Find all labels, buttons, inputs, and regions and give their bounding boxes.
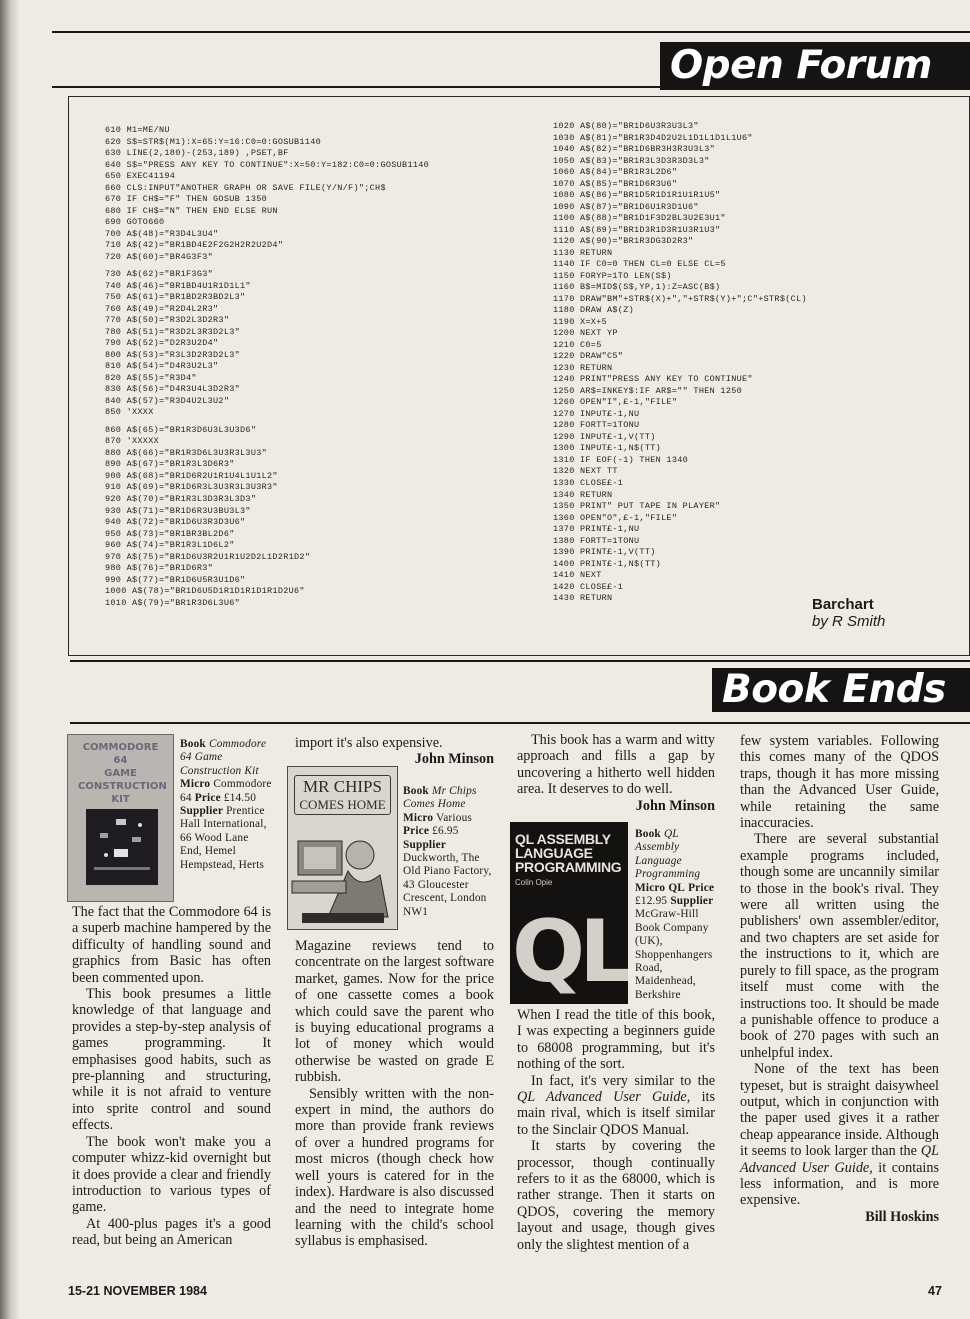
review2-paragraph: Sensibly written with the non-expert in mind, the authors do more than provide frank reviews of over a hundred programs for most micros (though check how well yours is catered for in the index). Hardware is also discussed and the need to integrate home learning with the child's school syllabus is emphasised. xyxy=(295,1085,494,1250)
code-line: 720 A$(60)="BR4G3F3" xyxy=(105,251,214,262)
book3-label-supplier: Supplier xyxy=(670,895,714,908)
review1-paragraph: import it's also expensive. xyxy=(295,735,443,751)
listing-credit xyxy=(812,596,885,630)
book3-supplier: McGraw-Hill Book Company (UK), Shoppenhangers Road, Maidenhead, Berkshire xyxy=(635,908,713,1001)
book1-details xyxy=(180,738,272,872)
code-line: 1370 PRINT£-1,NU xyxy=(553,524,640,535)
code-line: 1350 PRINT" PUT TAPE IN PLAYER" xyxy=(553,501,721,512)
code-line: 980 A$(76)="BR1D6R3" xyxy=(105,563,214,574)
code-line: 840 A$(57)="R3D4U2L3U2" xyxy=(105,395,230,406)
review1-continuation xyxy=(295,735,494,768)
cover1-line4: KIT xyxy=(111,794,130,805)
cover2-illustration xyxy=(288,821,398,930)
code-line: 970 A$(75)="BR1D6U3R2U1R1U2D2L1D2R1D2" xyxy=(105,551,311,562)
code-line: 1360 OPEN"O",£-1,"FILE" xyxy=(553,512,678,523)
review3-paragraph xyxy=(517,1073,715,1139)
cover2-line1: MR CHIPS xyxy=(303,777,382,796)
code-line: 1020 A$(80)="BR1D6U3R3U3L3" xyxy=(553,121,699,131)
book-ends-title: Book Ends xyxy=(722,667,946,712)
code-line: 1320 NEXT TT xyxy=(553,466,618,477)
review3-text: , its main rival, which is itself similar to the Sinclair QDOS Manual. xyxy=(517,1089,715,1138)
code-line: 1390 PRINT£-1,V(TT) xyxy=(553,547,656,558)
code-line: 750 A$(61)="BR1BD2R3BD2L3" xyxy=(105,292,246,303)
book2-supplier: Duckworth, The Old Piano Factory, 43 Gloucester Crescent, London NW1 xyxy=(403,852,492,918)
code-line: 820 A$(55)="R3D4" xyxy=(105,372,197,383)
code-line: 620 S$=STR$(M1):X=65:Y=16:C0=0:GOSUB1140 xyxy=(105,136,322,147)
cover2-line2: COMES HOME xyxy=(299,797,386,812)
commodore-book-cover xyxy=(67,734,174,902)
listing-left-column xyxy=(105,125,429,609)
book2-price: £6.95 xyxy=(432,825,459,838)
code-line: 1260 OPEN"I",£-1,"FILE" xyxy=(553,397,678,408)
book3-details xyxy=(635,828,723,1002)
code-line: 900 A$(68)="BR1D6R2U1R1U4L1U1L2" xyxy=(105,470,278,481)
code-line: 1120 A$(90)="BR1R3DG3D2R3" xyxy=(553,236,694,247)
footer-date: 15-21 NOVEMBER 1984 xyxy=(68,1284,207,1298)
code-line: 1240 PRINT"PRESS ANY KEY TO CONTINUE" xyxy=(553,374,753,385)
code-line: 1410 NEXT xyxy=(553,570,602,581)
code-line: 920 A$(70)="BR1R3L3D3R3L3D3" xyxy=(105,493,257,504)
code-line: 1330 CLOSE£-1 xyxy=(553,477,624,488)
review3-paragraph: It starts by covering the processor, though continually refers to it as the 68000, which is rather strange. Then it starts on QDOS, covering the memory layout and usage, though gives only the slightest mention of a xyxy=(517,1138,715,1253)
page-number: 47 xyxy=(928,1284,942,1298)
code-line: 700 A$(48)="R3D4L3U4" xyxy=(105,228,219,239)
review3-column xyxy=(517,1007,715,1253)
review3-text: , it contains less information, and is more expensive. xyxy=(740,1159,939,1209)
book-ends-top-rule xyxy=(70,660,970,662)
code-line: 1150 FORYP=1TO LEN(S$) xyxy=(553,270,672,281)
code-line: 1430 RETURN xyxy=(553,593,613,604)
code-line: 1110 A$(89)="BR1D3R1D3R1U3R1U3" xyxy=(553,224,721,235)
code-line: 1230 RETURN xyxy=(553,362,613,373)
code-line: 1130 RETURN xyxy=(553,247,613,258)
code-line: 1160 B$=MID$(S$,YP,1):Z=ASC(B$) xyxy=(553,282,721,293)
book1-label-price: Price xyxy=(194,791,221,804)
code-line: 670 IF CH$="F" THEN GOSUB 1350 xyxy=(105,194,268,205)
book1-price: £14.50 xyxy=(223,791,257,804)
code-line: 1080 A$(86)="BR1D5R1D1R1U1R1U5" xyxy=(553,190,721,201)
code-line: 730 A$(62)="BR1F3G3" xyxy=(105,269,214,280)
review3-book-reference: QL Advanced User Guide xyxy=(517,1089,687,1106)
code-line: 1310 IF EOF(-1) THEN 1340 xyxy=(553,454,689,465)
code-line: 1300 INPUT£-1,N$(TT) xyxy=(553,443,662,454)
review3-paragraph: When I read the title of this book, I was expecting a beginners guide to 68008 programming, but it's nothing of the sort. xyxy=(517,1007,715,1073)
book2-label-book: Book xyxy=(403,785,429,797)
code-line: 1060 A$(84)="BR1R3L2D6" xyxy=(553,167,678,178)
code-line: 640 S$="PRESS ANY KEY TO CONTINUE":X=50:Y=182:C0=0:GOSUB1140 xyxy=(105,159,430,170)
code-line: 1340 RETURN xyxy=(553,489,613,500)
code-line: 760 A$(49)="R2D4L2R3" xyxy=(105,303,219,314)
book2-label-price: Price xyxy=(403,825,430,838)
code-line: 1210 C0=5 xyxy=(553,339,602,350)
book3-label-price: Price xyxy=(688,881,715,894)
cover1-line3: CONSTRUCTION xyxy=(78,781,167,792)
code-line: 1100 A$(88)="BR1D1F3D2BL3U2E3U1" xyxy=(553,213,726,224)
book2-details xyxy=(403,785,494,919)
cover3-title: QL ASSEMBLY LANGUAGE PROGRAMMING xyxy=(515,831,622,875)
code-line: 850 'XXXX xyxy=(105,407,154,418)
review2-column xyxy=(295,938,494,1250)
book-ends-banner xyxy=(712,668,970,712)
code-line: 810 A$(54)="D4R3U2L3" xyxy=(105,361,219,372)
open-forum-title: Open Forum xyxy=(670,43,932,88)
book1-label-book: Book xyxy=(180,738,206,750)
code-line: 930 A$(71)="BR1D6R3U3BU3L3" xyxy=(105,505,251,516)
book-ends-rule xyxy=(70,722,970,724)
book1-micro: Commodore 64 xyxy=(180,778,272,804)
code-line: 1180 DRAW A$(Z) xyxy=(553,305,635,316)
code-line: 880 A$(66)="BR1R3D6L3U3R3L3U3" xyxy=(105,447,268,458)
review3-book-reference: QL Advanced User Guide xyxy=(740,1143,939,1176)
code-line: 1250 AR$=INKEY$:IF AR$="" THEN 1250 xyxy=(553,385,743,396)
review2-signature: John Minson xyxy=(635,797,715,814)
review3-paragraph: few system variables. Following this comes many of the QDOS traps, though it has more missing than the Advanced User Guide, while retaining the same inaccuracies. xyxy=(740,733,939,832)
code-line: 650 EXEC41194 xyxy=(105,171,176,182)
review1-column xyxy=(72,904,271,1249)
code-line: 910 A$(69)="BR1D6R3L3U3R3L3U3R3" xyxy=(105,482,278,493)
code-line: 610 M1=ME/NU xyxy=(105,125,170,135)
open-forum-banner xyxy=(660,42,970,90)
code-line: 940 A$(72)="BR1D6U3R3D3U6" xyxy=(105,517,246,528)
mr-chips-book-cover xyxy=(287,766,398,930)
code-line: 1010 A$(79)="BR1R3D6L3U6" xyxy=(105,597,241,608)
code-line: 1380 FORTT=1TONU xyxy=(553,535,640,546)
listing-author: by R Smith xyxy=(812,613,886,630)
book2-title: Mr Chips Comes Home xyxy=(403,785,477,811)
program-listing xyxy=(68,96,970,656)
review3-paragraph: There are several substantial example programs included, though some are uncannily similar to those in the book's rival. They were all written using the publishers' own assembler/editor, and two chapters are set aside for the instructions to it, which are purely to fill space, as the program itself must come with the instructions too. It should be made a punishable offence to produce a book of 270 pages with such an unhelpful index. xyxy=(740,831,939,1061)
code-line: 1190 X=X+5 xyxy=(553,316,608,327)
code-line: 740 A$(46)="BR1BD4U1R1D1L1" xyxy=(105,280,251,291)
code-line: 800 A$(53)="R3L3D2R3D2L3" xyxy=(105,349,241,360)
code-line: 1220 DRAW"C5" xyxy=(553,351,624,362)
code-line: 660 CLS:INPUT"ANOTHER GRAPH OR SAVE FILE(Y/N/F)";CH$ xyxy=(105,182,386,193)
code-line: 1270 INPUT£-1,NU xyxy=(553,408,640,419)
review1-signature: John Minson xyxy=(414,751,494,768)
code-line: 1050 A$(83)="BR1R3L3D3R3D3L3" xyxy=(553,155,710,166)
code-line: 1140 IF C0=0 THEN CL=0 ELSE CL=5 xyxy=(553,259,726,270)
code-line: 990 A$(77)="BR1D6U5R3U1D6" xyxy=(105,574,246,585)
book2-label-supplier: Supplier xyxy=(403,838,447,851)
open-forum-rule xyxy=(52,86,662,88)
code-line: 1280 FORTT=1TONU xyxy=(553,420,640,431)
cover3-logo: QL xyxy=(512,902,628,1002)
code-line: 710 A$(42)="BR1BD4E2F2G2H2R2U2D4" xyxy=(105,240,284,251)
ql-assembly-book-cover xyxy=(510,822,628,1004)
review1-paragraph: At 400-plus pages it's a good read, but being an American xyxy=(72,1215,271,1249)
book3-label-micro: Micro xyxy=(635,881,666,894)
code-line: 1170 DRAW"BM"+STR$(X)+","+STR$(Y)+";C"+STR$(CL) xyxy=(553,293,807,304)
code-line: 860 A$(65)="BR1R3D6U3L3U3D6" xyxy=(105,424,257,435)
review1-paragraph: This book presumes a little knowledge of that language and provides a step-by-step analysis of games programming. It emphasises good habits, such as pre-planning and structuring, while it is not afraid to venture into sprite control and sound effects. xyxy=(72,986,271,1134)
review3-paragraph xyxy=(740,1061,939,1209)
code-line: 770 A$(50)="R3D2L3D2R3" xyxy=(105,315,230,326)
code-line: 1090 A$(87)="BR1D6U1R3D1U6" xyxy=(553,201,699,212)
listing-right-column xyxy=(553,121,807,605)
code-line: 690 GOTO660 xyxy=(105,217,165,228)
review2-paragraph: Magazine reviews tend to concentrate on the largest software market, games. Now for the price of one cassette comes a book which could save the parent who is buying educational programs a lot of money which would otherwise be wasted on grade E rubbish. xyxy=(295,938,494,1086)
code-line: 1200 NEXT YP xyxy=(553,328,618,339)
book3-price: £12.95 xyxy=(635,895,668,908)
code-line: 1030 A$(81)="BR1R3D4D2U2L1D1L1D1L1U6" xyxy=(553,132,753,143)
review1-paragraph: The book won't make you a computer whizz-kid overnight but it does provide a clear and friendly introduction to various types of game. xyxy=(72,1133,271,1216)
code-line: 1070 A$(85)="BR1D6R3U6" xyxy=(553,178,678,189)
code-line: 870 'XXXXX xyxy=(105,436,160,447)
cover1-screen-art xyxy=(86,809,158,885)
book2-micro: Various xyxy=(436,811,473,824)
review3-continuation xyxy=(740,733,939,1225)
code-line: 1000 A$(78)="BR1D6U5D1R1D1R1D1R1D2U6" xyxy=(105,586,305,597)
cover1-line1: COMMODORE 64 xyxy=(82,742,159,766)
review2-continuation xyxy=(517,732,715,814)
code-line: 960 A$(74)="BR1R3L1D6L2" xyxy=(105,540,235,551)
code-line: 1290 INPUT£-1,V(TT) xyxy=(553,431,656,442)
book2-label-micro: Micro xyxy=(403,811,434,824)
code-line: 890 A$(67)="BR1R3L3D6R3" xyxy=(105,459,235,470)
book3-title: QL Assembly Language Programming xyxy=(635,828,701,881)
review3-signature: Bill Hoskins xyxy=(865,1208,939,1225)
code-line: 780 A$(51)="R3D2L3R3D2L3" xyxy=(105,326,241,337)
code-line: 790 A$(52)="D2R3U2D4" xyxy=(105,338,219,349)
cover3-author: Colin Opie xyxy=(515,878,553,887)
code-line: 630 LINE(2,180)-(253,189) ,PSET,BF xyxy=(105,148,289,159)
book3-label-book: Book xyxy=(635,828,661,840)
code-line: 1040 A$(82)="BR1D6BR3H3R3U3L3" xyxy=(553,144,716,155)
code-line: 950 A$(73)="BR1BR3BL2D6" xyxy=(105,528,235,539)
listing-title: Barchart xyxy=(812,596,874,613)
book1-title: Commodore 64 Game Construction Kit xyxy=(180,738,267,777)
book1-label-micro: Micro xyxy=(180,778,211,791)
book1-label-supplier: Supplier xyxy=(180,805,224,818)
code-line: 1400 PRINT£-1,N$(TT) xyxy=(553,558,662,569)
page-edge-shadow xyxy=(0,0,20,1319)
review1-paragraph: The fact that the Commodore 64 is a superb machine hampered by the difficulty of handling sound and graphics from Basic has often been commented upon. xyxy=(72,904,271,986)
cover1-line2: GAME xyxy=(104,768,137,779)
code-line: 830 A$(56)="D4R3U4L3D2R3" xyxy=(105,384,241,395)
code-line: 680 IF CH$="N" THEN END ELSE RUN xyxy=(105,205,278,216)
top-rule xyxy=(52,31,970,33)
book1-supplier: Prentice Hall International, 66 Wood Lane End, Hemel Hempstead, Herts xyxy=(180,805,267,871)
review2-paragraph: This book has a warm and witty approach and fills a gap by uncovering a hitherto well hidden area. It deserves to do well. xyxy=(517,732,715,798)
review3-text: In fact, it's very similar to the xyxy=(531,1072,715,1089)
review3-text: None of the text has been typeset, but is straight daisywheel output, which in conjunction with the paper used gives it a rather cheap appearance inside. Although it seems to look larger than the xyxy=(740,1061,939,1160)
book3-micro: QL xyxy=(668,881,686,894)
code-line: 1420 CLOSE£-1 xyxy=(553,581,624,592)
